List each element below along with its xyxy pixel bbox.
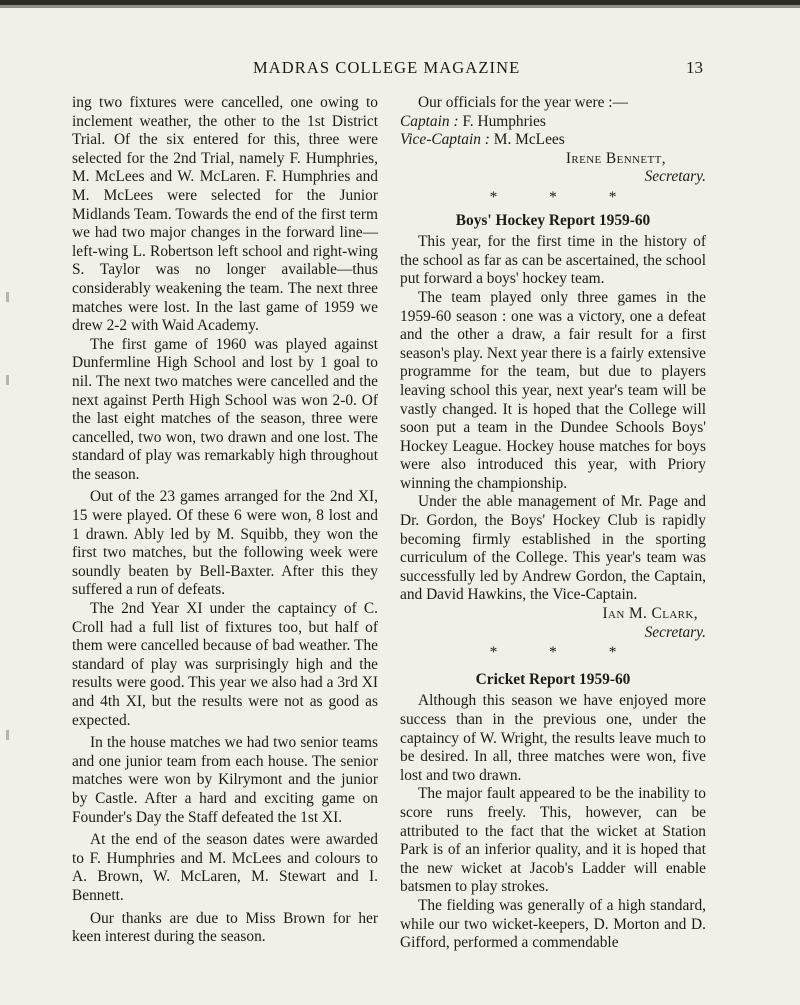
right-column xyxy=(400,94,706,953)
paragraph: At the end of the season dates were awarded to F. Humphries and M. McLees and colours to A. Brown, W. McLaren, M. Stewart and I. Bennett. xyxy=(72,831,378,904)
cricket-report-title: Cricket Report 1959-60 xyxy=(475,670,631,688)
paragraph: This year, for the first time in the history of the school as far as can be ascertained, the school put forward a boys' hockey team. xyxy=(400,233,706,288)
paragraph: The team played only three games in the 1959-60 season : one was a victory, one a defeat and the other a draw, a fair result for a first season's play. Next year there is a fairly extensive programme for the team, but due to players leaving school this year, next year's team will be vastly changed. It is hoped that the College will soon put a team in the Dundee Schools Boys' Hockey League. Hockey house matches for boys were also introduced this year, with Priory winning the championship. xyxy=(400,288,706,492)
paragraph: The major fault appeared to be the inability to score runs freely. This, however, can be attributed to the fact that the wicket at Station Park is of an inferior quality, and it is hoped that the new wicket at Jacob's Ladder will enable batsmen to play strokes. xyxy=(400,785,706,896)
officials-intro: Our officials for the year were :— xyxy=(418,94,628,111)
page-header xyxy=(0,58,800,82)
signature-name xyxy=(400,150,706,169)
captain-name: F. Humphries xyxy=(462,112,546,130)
section-separator: * * * xyxy=(489,188,641,206)
page-number: 13 xyxy=(686,58,703,77)
margin-mark xyxy=(6,375,9,385)
margin-mark xyxy=(6,292,9,302)
signature-role: Secretary. xyxy=(644,623,706,641)
paragraph: Out of the 23 games arranged for the 2nd XI, 15 were played. Of these 6 were won, 8 lost and 1 drawn. Ably led by M. Squibb, they won the first two matches, but the following week were soundly beaten by Bell-Baxter. After this they suffered a run of defeats. xyxy=(72,488,378,599)
vice-captain-label: Vice-Captain : xyxy=(400,131,490,149)
margin-mark xyxy=(6,730,9,740)
paragraph: The first game of 1960 was played against Dunfermline High School and lost by 1 goal to nil. The next two matches were cancelled and the next against Perth High School was won 2-0. Of the last eight matches of the season, three were cancelled, two won, two drawn and one lost. The standard of play was remarkably high throughout the season. xyxy=(72,335,378,483)
hockey-report-title: Boys' Hockey Report 1959-60 xyxy=(455,211,651,229)
page-top-border-shadow xyxy=(0,5,800,8)
signatory: Ian M. Clark, xyxy=(602,605,698,623)
vice-captain-line xyxy=(400,131,706,150)
paragraph: ing two fixtures were cancelled, one owing to inclement weather, the other to the 1st District Trial. Of the six entered for this, three were selected for the 2nd Trial, namely F. Humphries, M. McLees and W. McLaren. F. Humphries and M. McLees were selected for the Junior Midlands Team. Towards the end of the first term we had two major changes in the forward line—left-wing L. Robertson left school and right-wing S. Taylor was no longer available—thus considerably weakening the team. The next three matches were lost. In the last game of 1959 we drew 2-2 with Waid Academy. xyxy=(72,94,378,335)
paragraph: The 2nd Year XI under the captaincy of C. Croll had a full list of fixtures too, but half of them were cancelled because of bad weather. The standard of play was surprisingly high and the results were good. This year we also had a 3rd XI and 4th XI, but the results were not as good as expected. xyxy=(72,600,378,729)
signature-role: Secretary. xyxy=(644,168,706,186)
paragraph: The fielding was generally of a high standard, while our two wicket-keepers, D. Morton and D. Gifford, performed a commendable xyxy=(400,896,706,952)
section-separator: * * * xyxy=(489,644,641,662)
signatory: Irene Bennett, xyxy=(565,149,666,167)
captain-label: Captain : xyxy=(400,112,459,130)
vice-captain-name: M. McLees xyxy=(493,131,565,149)
paragraph: Our thanks are due to Miss Brown for her keen interest during the season. xyxy=(72,909,378,946)
signature-name xyxy=(400,605,706,624)
paragraph: In the house matches we had two senior teams and one junior team from each house. The senior matches were won by Kilrymont and the junior by Castle. After a hard and exciting game on Founder's Day the Staff defeated the 1st XI. xyxy=(72,734,378,826)
paragraph: Although this season we have enjoyed more success than in the previous one, under the captaincy of W. Wright, the results leave much to be desired. In all, three matches were won, five lost and two drawn. xyxy=(400,692,706,784)
left-column xyxy=(72,94,378,947)
captain-line xyxy=(400,113,706,132)
paragraph: Under the able management of Mr. Page and Dr. Gordon, the Boys' Hockey Club is rapidly becoming firmly established in the sporting curriculum of the College. This year's team was successfully led by Andrew Gordon, the Captain, and David Hawkins, the Vice-Captain. xyxy=(400,493,706,604)
running-title: MADRAS COLLEGE MAGAZINE xyxy=(253,58,521,77)
